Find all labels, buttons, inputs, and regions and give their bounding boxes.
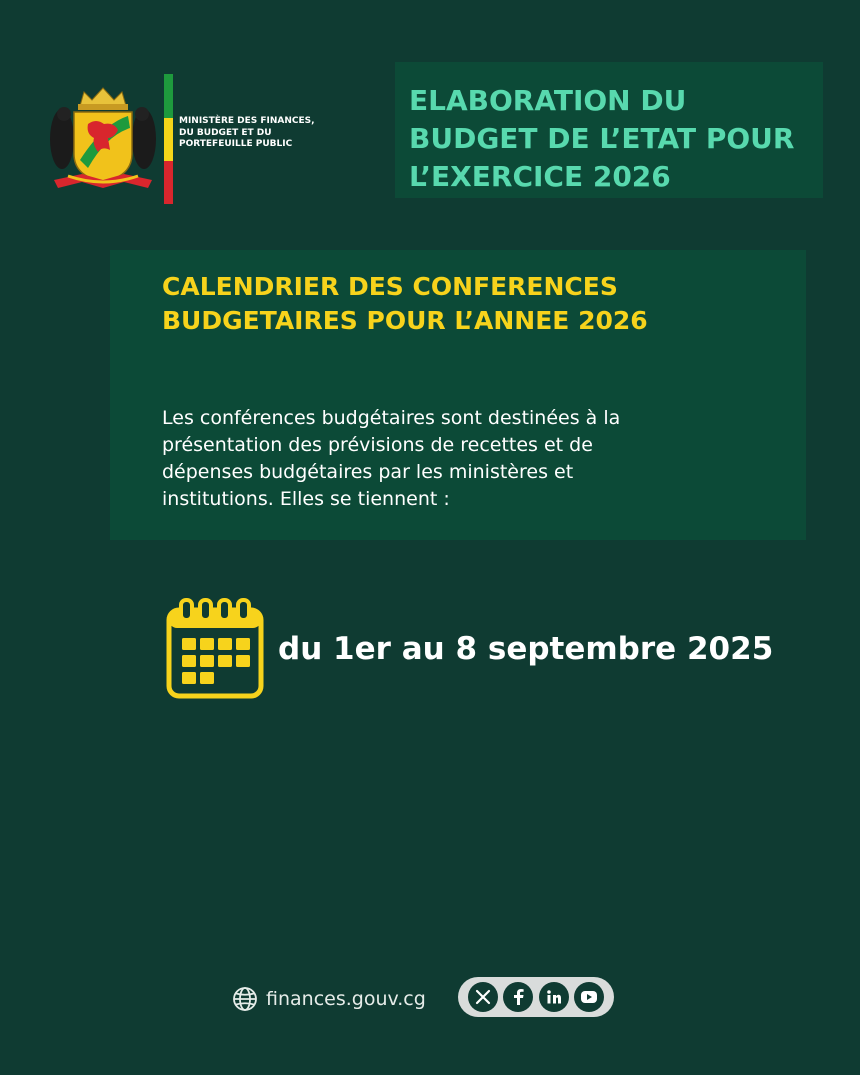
page-title-line: L’EXERCICE 2026 <box>409 160 671 193</box>
flag-yellow <box>164 118 173 161</box>
facebook-icon[interactable] <box>503 982 533 1012</box>
congo-coat-of-arms-icon <box>48 84 158 194</box>
description-line: présentation des prévisions de recettes et de <box>162 434 593 456</box>
description-line: dépenses budgétaires par les ministères et <box>162 461 574 483</box>
page-title-line: BUDGET DE L’ETAT POUR <box>409 122 795 155</box>
flag-red <box>164 161 173 204</box>
section-description <box>162 405 620 513</box>
page-title-line: ELABORATION DU <box>409 84 687 117</box>
ministry-line: PORTEFEUILLE PUBLIC <box>179 139 293 149</box>
conference-info-panel <box>110 250 806 540</box>
ministry-name <box>179 116 339 151</box>
conference-dates: du 1er au 8 septembre 2025 <box>278 631 774 667</box>
website-url[interactable]: finances.gouv.cg <box>266 988 426 1010</box>
flag-stripe-bar <box>164 74 173 204</box>
description-line: Les conférences budgétaires sont destinées à la <box>162 407 621 429</box>
social-links <box>458 977 614 1017</box>
linkedin-icon[interactable] <box>539 982 569 1012</box>
ministry-header <box>48 74 328 204</box>
calendar-icon <box>166 598 264 700</box>
subtitle-line: CALENDRIER DES CONFERENCES <box>162 272 618 301</box>
ministry-line: MINISTÈRE DES FINANCES, <box>179 116 315 126</box>
subtitle-line: BUDGETAIRES POUR L’ANNEE 2026 <box>162 306 648 335</box>
globe-icon <box>232 986 258 1012</box>
website-link[interactable] <box>232 984 426 1014</box>
section-subtitle <box>162 270 648 338</box>
description-line: institutions. Elles se tiennent : <box>162 488 450 510</box>
youtube-icon[interactable] <box>574 982 604 1012</box>
page-title-box <box>395 62 823 198</box>
x-icon[interactable] <box>468 982 498 1012</box>
ministry-line: DU BUDGET ET DU <box>179 127 272 138</box>
flag-green <box>164 74 173 118</box>
